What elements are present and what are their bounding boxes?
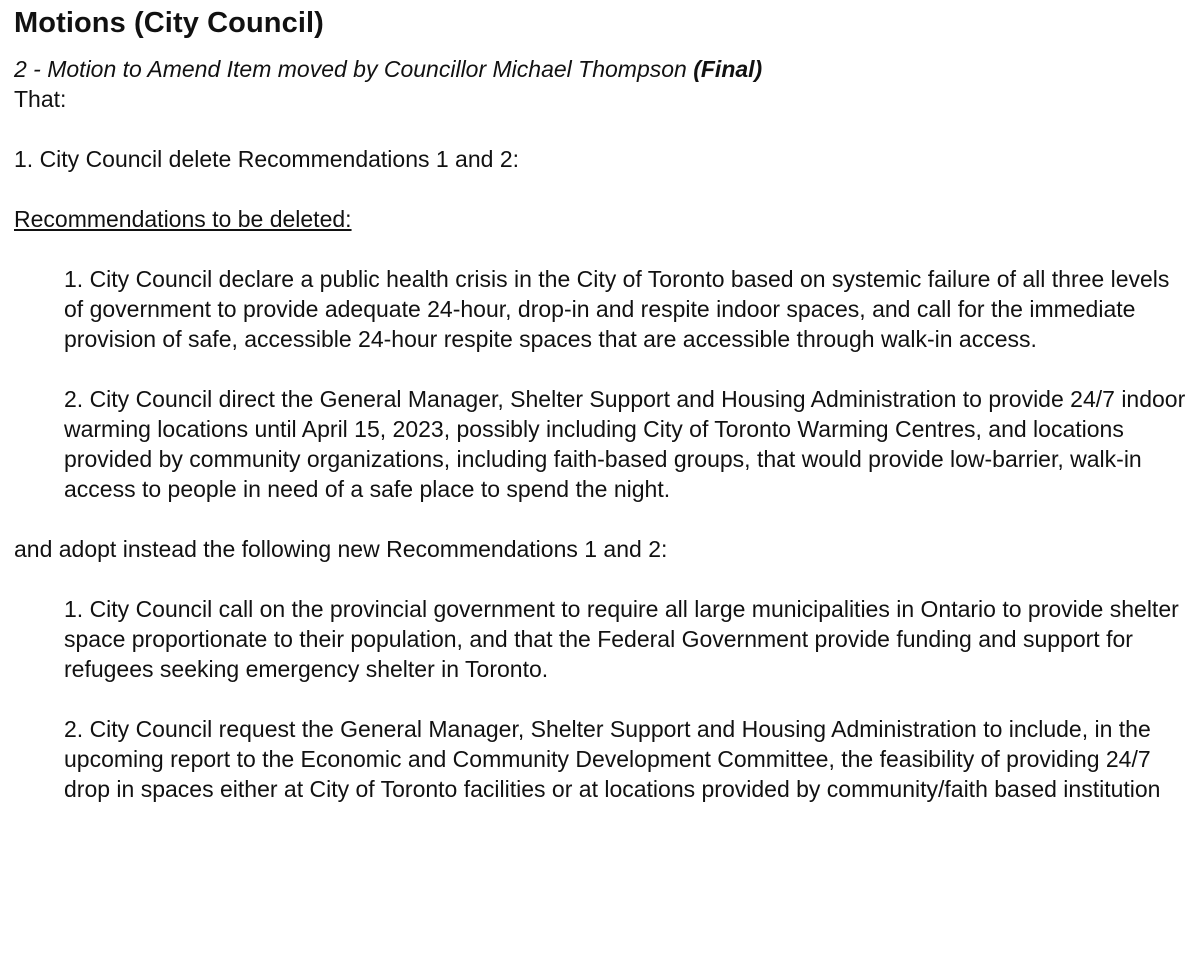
motion-status: (Final) [693, 56, 763, 82]
deleted-recommendation-1: 1. City Council declare a public health crisis in the City of Toronto based on systemic failure of all three levels of government to provide adequate 24-hour, drop-in and respite indoor spaces, and call for the immediate provision of safe, accessible 24-hour respite spaces that are accessible through walk-in access. [64, 266, 1170, 352]
motion-prefix: 2 - Motion to Amend Item moved by Councillor Michael Thompson [14, 56, 694, 82]
new-recommendation-1: 1. City Council call on the provincial government to require all large municipalities in Ontario to provide shelter space proportionate to their population, and that the Federal Government provide funding and support for refugees seeking emergency shelter in Toronto. [64, 596, 1179, 682]
deleted-recommendation-2: 2. City Council direct the General Manager, Shelter Support and Housing Administration to provide 24/7 indoor warming locations until April 15, 2023, possibly including City of Toronto Warming Centres, and locations provided by community organizations, including faith-based groups, that would provide low-barrier, walk-in access to people in need of a safe place to spend the night. [64, 386, 1186, 502]
motion-title [14, 54, 1186, 84]
new-recommendation-2: 2. City Council request the General Manager, Shelter Support and Housing Administration to include, in the upcoming report to the Economic and Community Development Committee, the feasibility of providing 24/7 drop in spaces either at City of Toronto facilities or at locations provided by community/faith based institution [64, 716, 1161, 802]
step-delete: 1. City Council delete Recommendations 1 and 2: [14, 146, 520, 172]
page-title: Motions (City Council) [14, 7, 324, 39]
intro-text: That: [14, 86, 67, 112]
deleted-heading: Recommendations to be deleted: [14, 206, 352, 232]
adopt-intro: and adopt instead the following new Recommendations 1 and 2: [14, 536, 668, 562]
